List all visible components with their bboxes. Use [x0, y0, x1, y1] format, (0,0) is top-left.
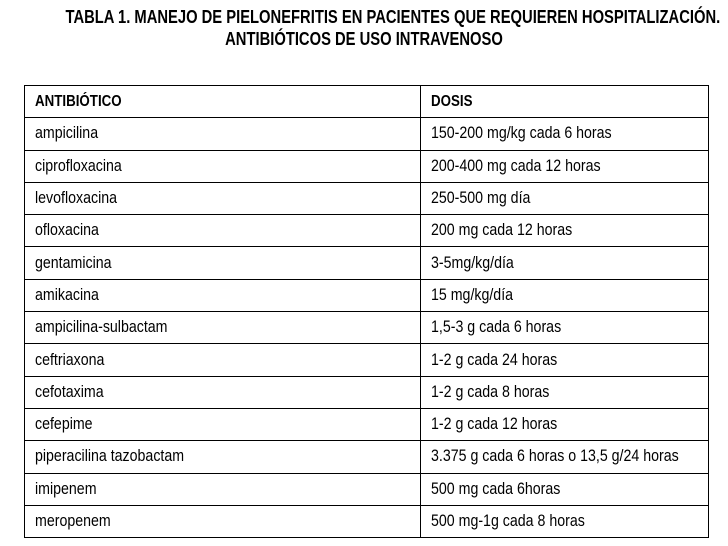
antibiotic-name-cell: amikacina — [25, 279, 421, 311]
antibiotic-name-cell: ampicilina-sulbactam — [25, 312, 421, 344]
table-row — [25, 247, 709, 279]
antibiotic-name-cell: ceftriaxona — [25, 344, 421, 376]
dose-cell: 200 mg cada 12 horas — [421, 215, 709, 247]
antibiotic-name-cell: levofloxacina — [25, 182, 421, 214]
table-body — [25, 118, 709, 538]
antibiotic-name-cell: piperacilina tazobactam — [25, 441, 421, 473]
dose-cell: 500 mg cada 6horas — [421, 473, 709, 505]
table-row — [25, 215, 709, 247]
table-row — [25, 376, 709, 408]
table-row — [25, 279, 709, 311]
dose-cell: 200-400 mg cada 12 horas — [421, 150, 709, 182]
antibiotic-name-cell: meropenem — [25, 505, 421, 537]
table-title-line-2: ANTIBIÓTICOS DE USO INTRAVENOSO — [225, 29, 503, 49]
column-header-antibiotic: ANTIBIÓTICO — [25, 86, 421, 118]
table-row — [25, 182, 709, 214]
table-row — [25, 312, 709, 344]
antibiotic-name-cell: gentamicina — [25, 247, 421, 279]
dose-cell: 3-5mg/kg/día — [421, 247, 709, 279]
dose-cell: 150-200 mg/kg cada 6 horas — [421, 118, 709, 150]
dose-cell: 1-2 g cada 8 horas — [421, 376, 709, 408]
dose-cell: 250-500 mg día — [421, 182, 709, 214]
antibiotic-name-cell: cefepime — [25, 408, 421, 440]
table-title — [65, 6, 721, 50]
dose-cell: 1-2 g cada 12 horas — [421, 408, 709, 440]
dose-cell: 15 mg/kg/día — [421, 279, 709, 311]
antibiotic-name-cell: ofloxacina — [25, 215, 421, 247]
dose-cell: 1,5-3 g cada 6 horas — [421, 312, 709, 344]
antibiotic-name-cell: ampicilina — [25, 118, 421, 150]
antibiotic-table-container — [24, 85, 708, 538]
antibiotic-name-cell: imipenem — [25, 473, 421, 505]
table-row — [25, 473, 709, 505]
column-header-dose: DOSIS — [421, 86, 709, 118]
table-row — [25, 408, 709, 440]
table-row — [25, 118, 709, 150]
antibiotic-name-cell: ciprofloxacina — [25, 150, 421, 182]
table-header-row — [25, 86, 709, 118]
table-title-line-1: TABLA 1. MANEJO DE PIELONEFRITIS EN PACIENTES QUE REQUIEREN HOSPITALIZACIÓN. — [65, 7, 721, 27]
table-row — [25, 150, 709, 182]
dose-cell: 1-2 g cada 24 horas — [421, 344, 709, 376]
table-row — [25, 441, 709, 473]
antibiotic-name-cell: cefotaxima — [25, 376, 421, 408]
dose-cell: 500 mg-1g cada 8 horas — [421, 505, 709, 537]
table-row — [25, 505, 709, 537]
antibiotic-table — [24, 85, 709, 538]
dose-cell: 3.375 g cada 6 horas o 13,5 g/24 horas — [421, 441, 709, 473]
table-row — [25, 344, 709, 376]
